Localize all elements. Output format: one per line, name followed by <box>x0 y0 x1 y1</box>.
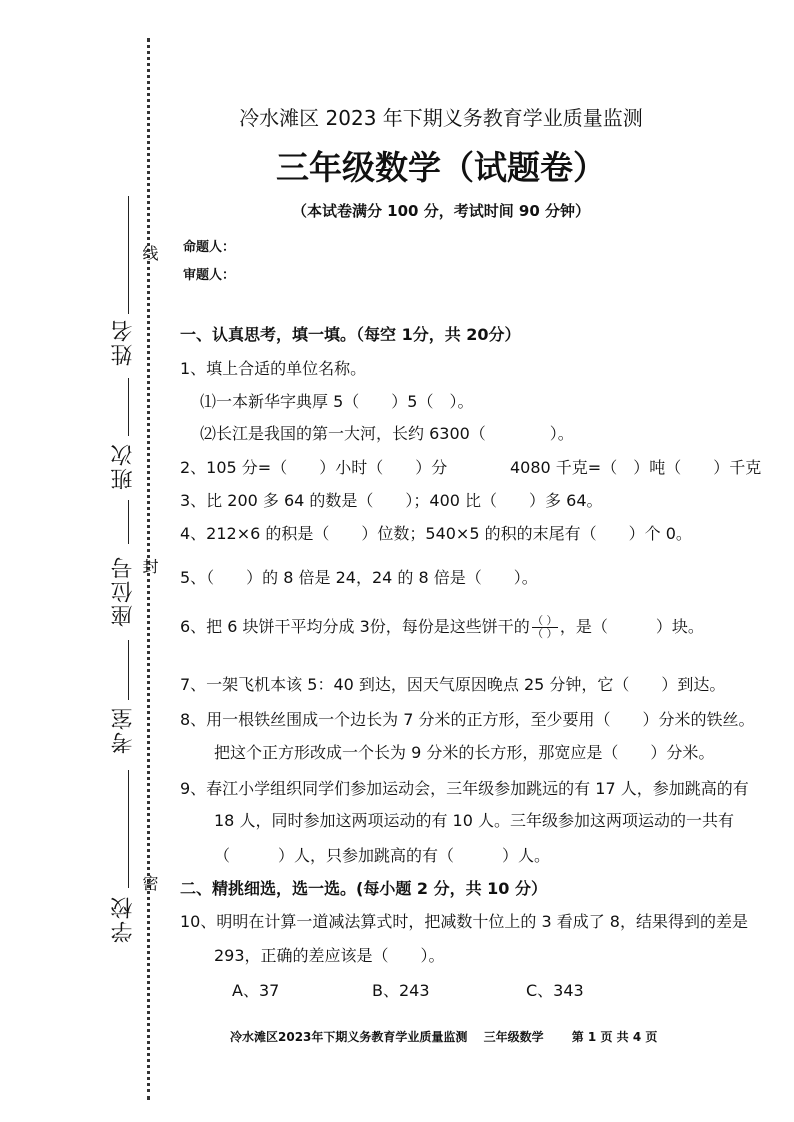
fraction-blank <box>532 616 558 639</box>
question-6-text: 6、把 6 块饼干平均分成 3份，每份是这些饼干的 <box>180 617 530 636</box>
exam-header: 冷水滩区 2023 年下期义务教育学业质量监测 <box>239 106 643 130</box>
question-2a: 2、105 分=（ ）小时（ ）分 <box>180 458 448 477</box>
label-school: 学校 <box>111 895 136 943</box>
question-10b: 293，正确的差应该是（ ）。 <box>214 946 445 965</box>
binding-mark-secret: 密 <box>140 875 159 891</box>
option-a: A、37 <box>232 981 280 1000</box>
option-c: C、343 <box>526 981 584 1000</box>
author-label: 命题人： <box>183 240 236 255</box>
question-9a: 9、春江小学组织同学们参加运动会，三年级参加跳远的有 17 人，参加跳高的有 <box>180 779 749 798</box>
question-6 <box>180 614 704 639</box>
reviewer-label: 审题人： <box>183 268 236 283</box>
fraction-denominator: （ ） <box>532 627 558 640</box>
question-6-tail: ，是（ ）块。 <box>559 617 704 636</box>
question-5: 5、（ ）的 8 倍是 24，24 的 8 倍是（ ）。 <box>180 568 538 587</box>
fraction-numerator: （ ） <box>532 614 558 627</box>
exam-subtitle: （本试卷满分 100 分，考试时间 90 分钟） <box>291 202 591 220</box>
question-7: 7、一架飞机本该 5：40 到达，因天气原因晚点 25 分钟，它（ ）到达。 <box>180 675 726 694</box>
exam-title: 三年级数学（试题卷） <box>276 148 606 187</box>
question-3: 3、比 200 多 64 的数是（ ）；400 比（ ）多 64。 <box>180 491 603 510</box>
school-underline <box>128 770 129 888</box>
question-4: 4、212×6 的积是（ ）位数；540×5 的积的末尾有（ ）个 0。 <box>180 524 692 543</box>
seat-underline <box>128 500 129 544</box>
question-9b: 18 人，同时参加这两项运动的有 10 人。三年级参加这两项运动的一共有 <box>214 811 734 830</box>
question-8a: 8、用一根铁丝围成一个边长为 7 分米的正方形，至少要用（ ）分米的铁丝。 <box>180 710 755 729</box>
option-b: B、243 <box>372 981 430 1000</box>
question-2b: 4080 千克=（ ）吨（ ）千克 <box>510 458 762 477</box>
label-name: 姓名 <box>111 318 136 366</box>
section1-title: 一、认真思考，填一填。（每空 1分，共 20分） <box>180 325 521 344</box>
question-10a: 10、明明在计算一道减法算式时，把减数十位上的 3 看成了 8，结果得到的差是 <box>180 912 748 931</box>
label-room: 考室 <box>111 706 136 754</box>
question-9c: （ ）人，只参加跳高的有（ ）人。 <box>214 846 551 865</box>
section2-title: 二、精挑细选，选一选。(每小题 2 分，共 10 分） <box>180 879 547 898</box>
binding-mark-seal: 封 <box>140 558 159 574</box>
question-1b: ⑵长江是我国的第一大河，长约 6300（ ）。 <box>200 424 574 443</box>
page-footer: 冷水滩区2023年下期义务教育学业质量监测 三年级数学 第 1 页 共 4 页 <box>230 1030 658 1044</box>
question-1a: ⑴一本新华字典厚 5（ ）5（ ）。 <box>200 392 474 411</box>
label-class: 班次 <box>111 442 136 490</box>
class-underline <box>128 378 129 436</box>
binding-mark-line: 线 <box>140 245 159 261</box>
label-seat: 座位号 <box>111 555 136 627</box>
question-1: 1、填上合适的单位名称。 <box>180 359 367 378</box>
question-8b: 把这个正方形改成一个长为 9 分米的长方形，那宽应是（ ）分米。 <box>214 743 715 762</box>
room-underline <box>128 640 129 700</box>
